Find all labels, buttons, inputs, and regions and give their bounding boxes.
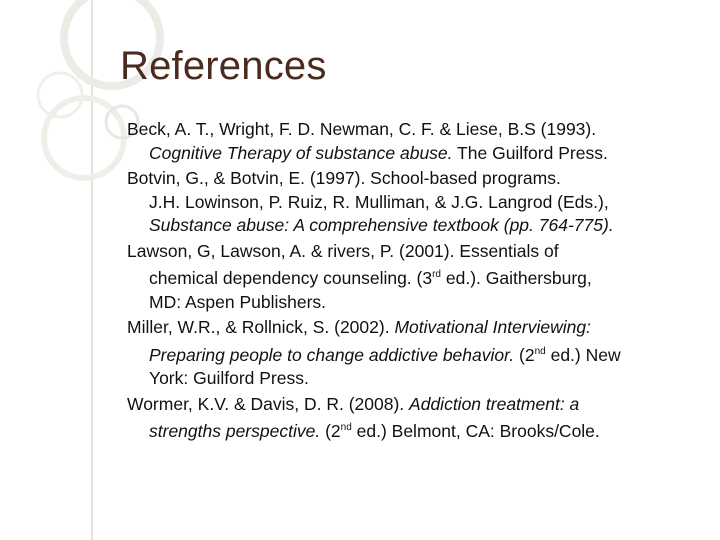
reference-entry-wormer: [127, 393, 707, 444]
reference-line: [127, 263, 707, 291]
reference-text: Wormer, K.V. & Davis, D. R. (2008).: [127, 393, 410, 414]
reference-line: [127, 142, 707, 166]
superscript: rd: [432, 269, 441, 280]
reference-entry-miller: [127, 316, 707, 391]
reference-text: MD: Aspen Publishers.: [149, 291, 327, 312]
reference-line: [127, 191, 707, 215]
reference-book-title: Motivational Interviewing:: [394, 317, 591, 337]
reference-list: [127, 118, 707, 446]
reference-line: [127, 240, 707, 264]
reference-book-title: Substance abuse: A comprehensive textbook (pp. 764-775).: [149, 215, 614, 235]
reference-text: Miller, W.R., & Rollnick, S. (2002).: [127, 317, 395, 337]
reference-text: J.H. Lowinson, P. Ruiz, R. Mulliman, & J.G. Langrod (Eds.),: [149, 191, 609, 212]
reference-line: [127, 367, 707, 391]
superscript: nd: [534, 345, 546, 357]
reference-line: [127, 291, 707, 315]
reference-line: [127, 393, 707, 417]
reference-entry-botvin: [127, 167, 707, 238]
reference-text: York: Guilford Press.: [149, 368, 309, 388]
reference-text: Botvin, G., & Botvin, E. (1997). School-based programs.: [127, 168, 561, 188]
reference-book-title: strengths perspective.: [149, 421, 321, 441]
reference-text: (2: [320, 421, 341, 441]
reference-text: Lawson, G, Lawson, A. & rivers, P. (2001). Essentials of: [127, 240, 559, 261]
reference-line: [127, 167, 707, 191]
reference-line: [127, 416, 707, 444]
reference-text: ed.) New: [545, 344, 621, 365]
reference-line: [127, 118, 707, 142]
reference-book-title: Cognitive Therapy of substance abuse.: [149, 142, 453, 163]
reference-text: (2: [514, 344, 535, 365]
reference-book-title: Preparing people to change addictive behavior.: [149, 344, 515, 365]
reference-line: [127, 214, 707, 238]
reference-text: ed.). Gaithersburg,: [441, 268, 592, 288]
reference-line: [127, 316, 707, 340]
reference-line: [127, 340, 707, 368]
reference-text: ed.) Belmont, CA: Brooks/Cole.: [351, 421, 600, 441]
superscript: nd: [340, 422, 352, 433]
reference-entry-beck: [127, 118, 707, 165]
page-title: References: [120, 44, 327, 88]
reference-entry-lawson: [127, 240, 707, 315]
reference-text: Beck, A. T., Wright, F. D. Newman, C. F. & Liese, B.S (1993).: [127, 119, 597, 139]
reference-text: The Guilford Press.: [452, 142, 608, 163]
reference-text: chemical dependency counseling. (3: [149, 268, 433, 288]
reference-book-title: Addiction treatment: a: [409, 393, 580, 414]
